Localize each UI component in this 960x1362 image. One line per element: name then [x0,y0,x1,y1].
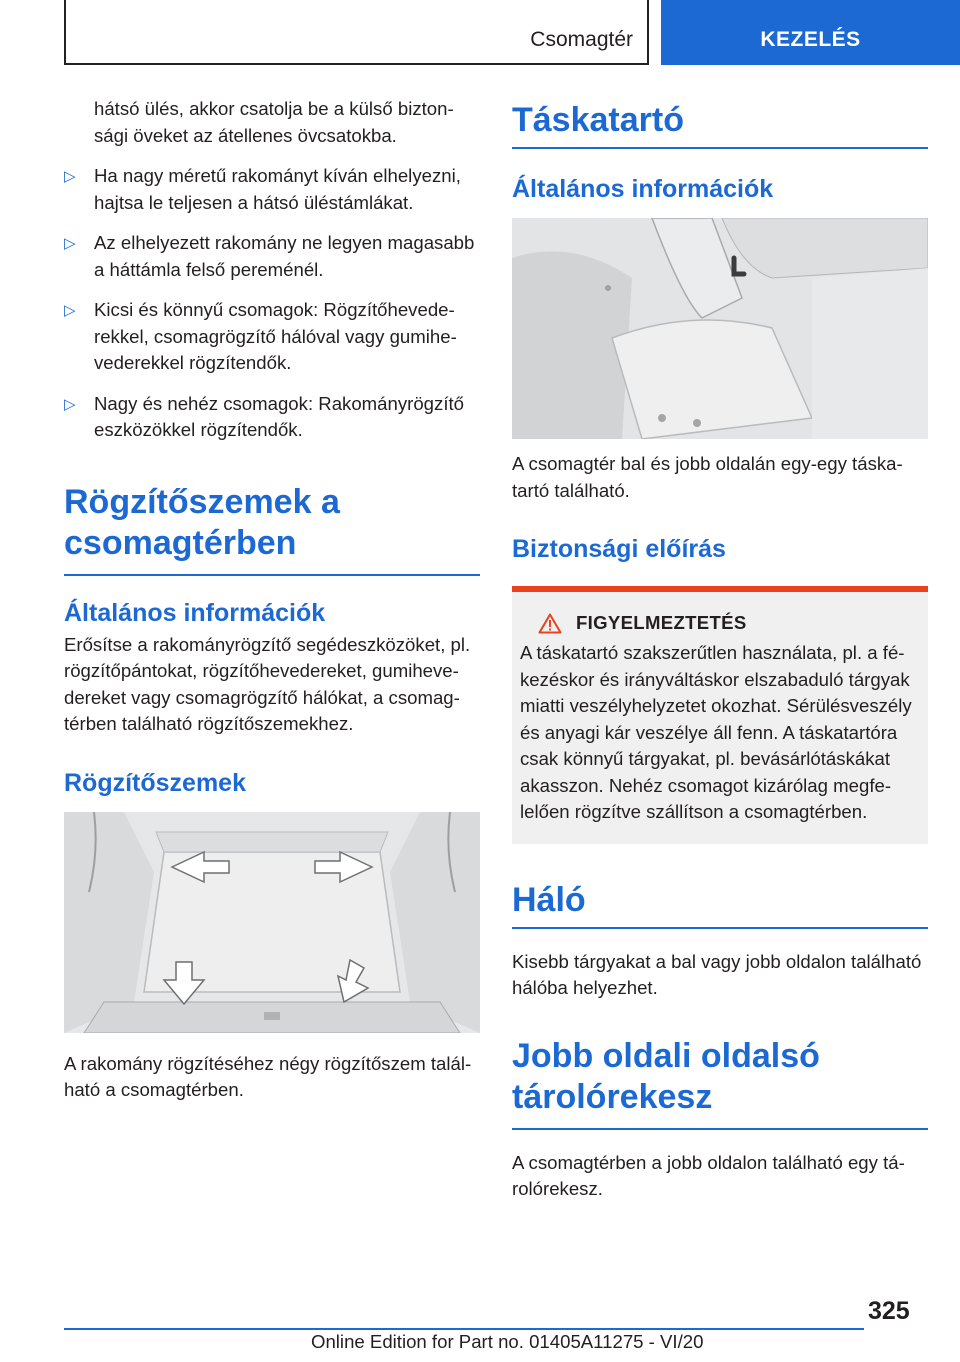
triangle-bullet-icon: ▷ [64,168,76,185]
warning-text: A táskatartó szakszerűtlen használata, pl. a fékezéskor és irányváltáskor elszabaduló tárgyak miatti veszélyhelyzetet okozhat. Sérülésveszély és anyagi kár veszélye áll fenn. A táskatartóra csak könnyű tárgyakat, pl. bevásárlótáskákat akasszon. Nehéz csomagot kizárólag megfelelően rögzítve szállítson a csomagtérben. [520,642,912,822]
section-rule [512,147,928,149]
left-column [64,96,480,1104]
warning-triangle-icon [538,613,562,634]
subhead-general-info: Általános információk [512,175,774,203]
subhead-tie-down-eyes: Rögzítőszemek [64,768,246,797]
bullet-text: Ha nagy méretű rakományt kíván elhelyezni, hajtsa le teljesen a hátsó üléstámlákat. [94,165,461,213]
intro-text: hátsó ülés, akkor csatolja be a külső biztonsági öveket az átellenes övcsatokba. [94,98,454,146]
page-number: 325 [868,1297,910,1325]
bag-hook-caption: A csomagtér bal és jobb oldalán egy-egy táskatartó található. [512,453,903,501]
section-rule [512,1128,928,1130]
triangle-bullet-icon: ▷ [64,235,76,252]
bullet-item [64,297,480,377]
section-title-bag-hook: Táskatartó [512,101,684,139]
bullet-item [64,163,480,216]
side-tray-text: A csomagtérben a jobb oldalon található egy tárolórekesz. [512,1151,905,1199]
bullet-item [64,230,480,283]
header-chapter-label: KEZELÉS [760,28,861,51]
section-rule [64,574,480,576]
section-title-net: Háló [512,880,586,919]
bullet-text: Nagy és nehéz csomagok: Rakományrögzítő eszközökkel rögzítendők. [94,392,464,440]
bullet-text: Az elhelyezett rakomány ne legyen magasabb a háttámla felső pereménél. [94,232,475,280]
footer-rule [64,1328,864,1330]
right-column [512,96,928,1203]
bullet-list [64,163,480,444]
bullet-text: Kicsi és könnyű csomagok: Rögzítőhevederekkel, csomagrögzítő hálóval vagy gumihevederekkel rögzítendők. [94,299,457,373]
header-section-box [64,0,649,65]
triangle-bullet-icon: ▷ [64,395,76,413]
warning-box [512,586,928,844]
section-title-side-tray: Jobb oldali oldalsó tárolórekesz [512,1036,820,1116]
bullet-item [64,391,480,444]
trunk-side-illustration [512,218,928,439]
triangle-bullet-icon: ▷ [64,302,76,319]
header-chapter-tab [661,0,960,65]
footer-edition: Online Edition for Part no. 01405A11275 - VI/20 [311,1331,704,1352]
header-section-title: Csomagtér [530,28,633,51]
warning-title: FIGYELMEZTETÉS [576,612,747,633]
subhead-general-info: Általános információk [64,598,326,627]
trunk-floor-illustration [64,812,480,1033]
trunk-tie-down-photo [64,812,480,1033]
tie-down-caption: A rakomány rögzítéséhez négy rögzítőszem található a csomagtérben. [64,1052,472,1100]
bag-hook-photo [512,218,928,439]
section-title-tie-downs: Rögzítőszemek a csomagtérben [64,482,340,562]
net-text: Kisebb tárgyakat a bal vagy jobb oldalon található hálóba helyezhet. [512,950,922,998]
section-rule [512,927,928,929]
general-info-text: Erősítse a rakományrögzítő segédeszközöket, pl. rögzítőpántokat, rögzítőhevedereket, gumihevedereket vagy csomagrögzítő hálókat, a csomagtérben található rögzítőszemekhez. [64,633,471,734]
warning-header [538,612,918,634]
subhead-safety: Biztonsági előírás [512,535,726,563]
